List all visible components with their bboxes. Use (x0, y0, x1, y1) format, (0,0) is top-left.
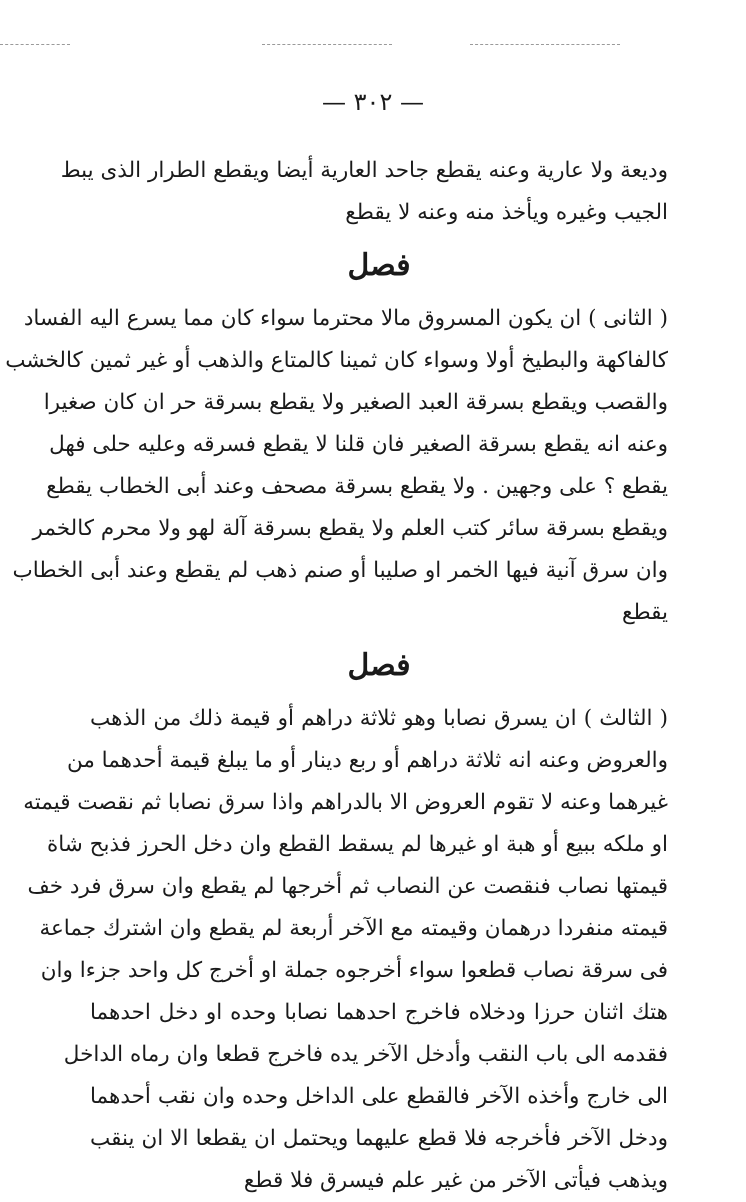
text-line: ( الثانى ) ان يكون المسروق مالا محترما سواء كان مما يسرع اليه الفساد (23, 306, 668, 331)
text-line: فقدمه الى باب النقب وأدخل الآخر يده فاخرج قطعا وان رماه الداخل (63, 1042, 668, 1067)
text-line: والعروض وعنه انه ثلاثة دراهم أو ربع دينار أو ما يبلغ قيمة أحدهما من (66, 748, 668, 773)
page-text (5, 150, 668, 1202)
text-line: والقصب ويقطع بسرقة العبد الصغير ولا يقطع بسرقة حر ان كان صغيرا (43, 390, 668, 415)
text-line: فى سرقة نصاب قطعوا سواء أخرجوه جملة او أخرج كل واحد جزءا وان (40, 958, 668, 983)
top-edge-rule-mid (262, 44, 392, 45)
text-line: وديعة ولا عارية وعنه يقطع جاحد العارية أيضا ويقطع الطرار الذى يبط (60, 158, 668, 183)
text-line: يقطع (622, 600, 668, 625)
section-heading: فصل (347, 648, 411, 683)
text-line: وان سرق آنية فيها الخمر او صليبا أو صنم ذهب لم يقطع وعند أبى الخطاب (12, 558, 668, 583)
text-line: الى خارج وأخذه الآخر فالقطع على الداخل وحده وان نقب أحدهما (90, 1084, 668, 1109)
top-edge-rule-left (0, 44, 70, 45)
text-line: غيرهما وعنه لا تقوم العروض الا بالدراهم واذا سرق نصابا ثم نقصت قيمته (23, 790, 668, 815)
text-line: ودخل الآخر فأخرجه فلا قطع عليهما ويحتمل ان يقطعا الا ان ينقب (90, 1126, 668, 1151)
text-line: كالفاكهة والبطيخ أولا وسواء كان ثمينا كالمتاع والذهب أو غير ثمين كالخشب (5, 348, 668, 373)
section-heading: فصل (347, 248, 411, 283)
text-line: ويذهب فيأتى الآخر من غير علم فيسرق فلا قطع (243, 1168, 668, 1193)
text-line: ويقطع بسرقة سائر كتب العلم ولا يقطع بسرقة آلة لهو ولا محرم كالخمر (32, 516, 668, 541)
page-number: — ٣٠٢ — (322, 88, 424, 116)
text-line: او ملكه ببيع أو هبة او غيرها لم يسقط القطع وان دخل الحرز فذبح شاة (46, 832, 668, 857)
text-line: قيمتها نصاب فنقصت عن النصاب ثم أخرجها لم يقطع وان سرق فرد خف (27, 874, 668, 899)
text-line: وعنه انه يقطع بسرقة الصغير فان قلنا لا يقطع فسرقه وعليه حلى فهل (49, 432, 668, 457)
text-line: هتك اثنان حرزا ودخلاه فاخرج احدهما نصابا وحده او دخل احدهما (90, 1000, 668, 1025)
text-line: الجيب وغيره ويأخذ منه وعنه لا يقطع (345, 200, 668, 225)
text-line: قيمته منفردا درهمان وقيمته مع الآخر أربعة لم يقطع وان اشترك جماعة (39, 916, 668, 941)
text-line: ( الثالث ) ان يسرق نصابا وهو ثلاثة دراهم أو قيمة ذلك من الذهب (90, 706, 668, 731)
text-line: يقطع ؟ على وجهين . ولا يقطع بسرقة مصحف وعند أبى الخطاب يقطع (46, 474, 668, 499)
top-edge-rule-right (470, 44, 620, 45)
